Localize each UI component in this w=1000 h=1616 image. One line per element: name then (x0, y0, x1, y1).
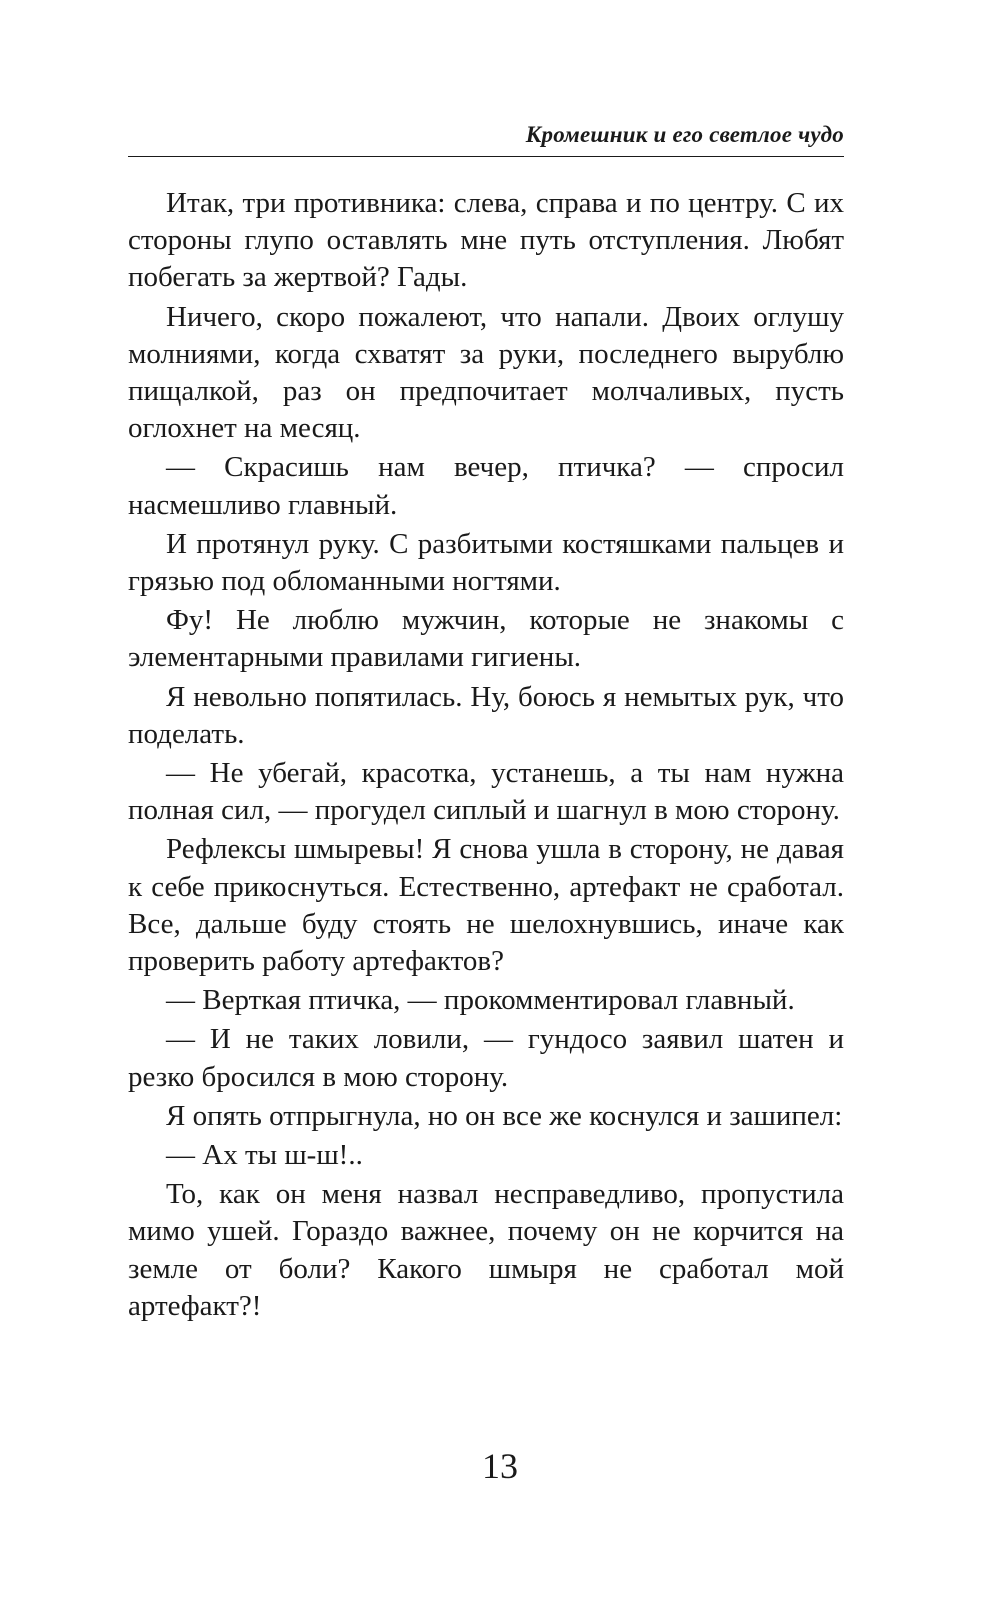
running-header-title: Кромешник и его светлое чудо (525, 122, 844, 147)
paragraph: Итак, три противника: слева, справа и по центру. С их стороны глупо оставлять мне путь отступления. Любят побегать за жертвой? Гады. (128, 187, 844, 294)
paragraph: — Не убегай, красотка, устанешь, а ты нам нужна полная сил, — прогудел сиплый и шагнул в мою сторону. (128, 757, 844, 827)
paragraph: — Верткая птичка, — прокомментировал главный. (166, 984, 795, 1017)
paragraph: Я опять отпрыгнула, но он все же коснулся и зашипел: (166, 1099, 843, 1132)
paragraph: Рефлексы шмыревы! Я снова ушла в сторону, не давая к себе прикоснуться. Естественно, артефакт не сработал. Все, дальше буду стоять не шелохнувшись, иначе как проверить работу артефактов? (128, 833, 844, 978)
body-text (128, 185, 844, 1327)
paragraph: Ничего, скоро пожалеют, что напали. Двоих оглушу молниями, когда схватят за руки, последнего вырублю пищалкой, раз он предпочитает молчаливых, пусть оглохнет на месяц. (128, 300, 844, 445)
paragraph: То, как он меня назвал несправедливо, пропустила мимо ушей. Гораздо важнее, почему он не корчится на земле от боли? Какого шмыря не сработал мой артефакт?! (128, 1178, 844, 1322)
paragraph: — И не таких ловили, — гундосо заявил шатен и резко бросился в мою сторону. (128, 1023, 844, 1093)
paragraph: И протянул руку. С разбитыми костяшками пальцев и грязью под обломанными ногтями. (128, 527, 844, 598)
paragraph: — Скрасишь нам вечер, птичка? — спросил насмешливо главный. (128, 451, 844, 521)
header-divider (128, 156, 844, 157)
paragraph: — Ах ты ш-ш!.. (166, 1139, 363, 1172)
paragraph: Фу! Не люблю мужчин, которые не знакомы с элементарными правилами гигиены. (128, 604, 844, 674)
paragraph: Я невольно попятилась. Ну, боюсь я немытых рук, что поделать. (128, 680, 844, 750)
page-number: 13 (482, 1446, 518, 1486)
